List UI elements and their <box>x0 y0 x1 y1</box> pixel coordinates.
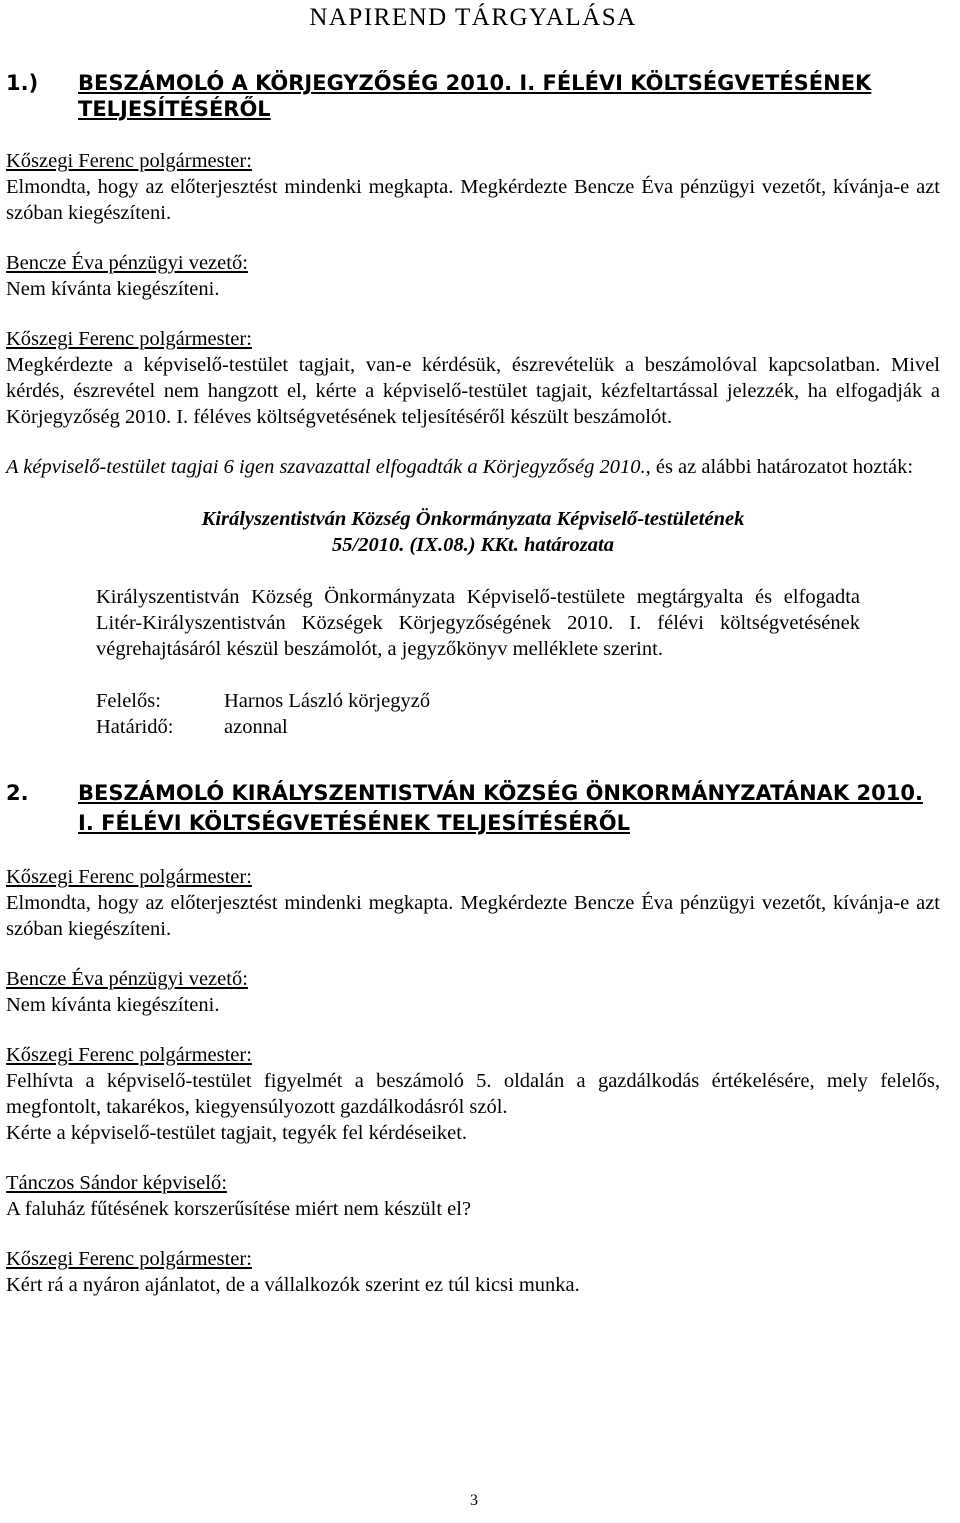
vote-result-italic: A képviselő-testület tagjai 6 igen szavazattal elfogadták a Körjegyzőség 2010. <box>6 456 646 478</box>
speech-text: A faluház fűtésének korszerűsítése miért nem készült el? <box>6 1198 472 1220</box>
speech-text: Kérte a képviselő-testület tagjait, tegyék fel kérdéseiket. <box>6 1122 468 1144</box>
speaker-label: Kőszegi Ferenc polgármester: <box>6 328 252 350</box>
agenda-item-title: BESZÁMOLÓ A KÖRJEGYZŐSÉG 2010. I. FÉLÉVI KÖLTSÉGVETÉSÉNEK TELJESÍTÉSÉRŐL <box>78 71 872 121</box>
speech-text: Elmondta, hogy az előterjesztést mindenki megkapta. Megkérdezte Bencze Éva pénzügyi vezetőt, kívánja-e azt szóban kiegészíteni. <box>6 176 940 224</box>
header-title: NAPIREND TÁRGYALÁSA <box>309 4 637 31</box>
page-header <box>6 2 940 34</box>
resolution-body: Királyszentistván Község Önkormányzata Képviselő-testülete megtárgyalta és elfogadta Litér-Királyszentistván Községek Körjegyzőségének 2010. I. félévi költségvetésének végrehajtásáról készül beszámolót, a jegyzőkönyv melléklete szerint. <box>96 586 860 660</box>
speech-text: Nem kívánta kiegészíteni. <box>6 278 220 300</box>
responsible-row <box>96 688 940 714</box>
vote-result <box>6 454 940 480</box>
resolution-title-line-1: Királyszentistván Község Önkormányzata Képviselő-testületének <box>201 508 745 530</box>
deadline-value: azonnal <box>224 716 288 738</box>
agenda-item-number: 2. <box>6 781 29 805</box>
page-number: 3 <box>470 1492 478 1509</box>
responsible-label: Felelős: <box>96 690 161 712</box>
resolution-title <box>6 506 940 558</box>
speech-text: Elmondta, hogy az előterjesztést mindenki megkapta. Megkérdezte Bencze Éva pénzügyi vezetőt, kívánja-e azt szóban kiegészíteni. <box>6 892 940 940</box>
speaker-label: Bencze Éva pénzügyi vezető: <box>6 252 248 274</box>
agenda-item-title: BESZÁMOLÓ KIRÁLYSZENTISTVÁN KÖZSÉG ÖNKORMÁNYZATÁNAK 2010. I. FÉLÉVI KÖLTSÉGVETÉSÉNEK TELJESÍTÉSÉRŐL <box>78 781 923 835</box>
deadline-row <box>96 714 940 740</box>
speaker-label: Kőszegi Ferenc polgármester: <box>6 150 252 172</box>
speech-text: Kért rá a nyáron ajánlatot, de a vállalkozók szerint ez túl kicsi munka. <box>6 1274 580 1296</box>
speaker-label: Kőszegi Ferenc polgármester: <box>6 1248 252 1270</box>
responsible-value: Harnos László körjegyző <box>224 690 431 712</box>
speech-text: Megkérdezte a képviselő-testület tagjait, van-e kérdésük, észrevételük a beszámolóval kapcsolatban. Mivel kérdés, észrevétel nem hangzott el, kérte a képviselő-testület tagjait, kézfeltartással jelezzék, ha elfogadják a Körjegyzőség 2010. I. féléves költségvetésének teljesítéséről készült beszámolót. <box>6 354 940 428</box>
resolution-title-line-2: 55/2010. (IX.08.) KKt. határozata <box>332 534 614 556</box>
speech-text: Nem kívánta kiegészíteni. <box>6 994 220 1016</box>
agenda-item-2-heading <box>6 778 940 838</box>
speaker-label: Kőszegi Ferenc polgármester: <box>6 866 252 888</box>
agenda-item-number: 1.) <box>6 71 39 95</box>
responsibility-table <box>96 688 940 740</box>
speaker-label: Tánczos Sándor képviselő: <box>6 1172 227 1194</box>
speaker-label: Bencze Éva pénzügyi vezető: <box>6 968 248 990</box>
deadline-label: Határidő: <box>96 716 174 738</box>
speaker-label: Kőszegi Ferenc polgármester: <box>6 1044 252 1066</box>
vote-result-rest: , és az alábbi határozatot hozták: <box>645 456 914 478</box>
document-page <box>6 0 940 1298</box>
speech-text: Felhívta a képviselő-testület figyelmét a beszámoló 5. oldalán a gazdálkodás értékelésére, mely felelős, megfontolt, takarékos, kiegyensúlyozott gazdálkodásról szól. <box>6 1070 940 1118</box>
agenda-item-1-heading <box>6 70 940 122</box>
